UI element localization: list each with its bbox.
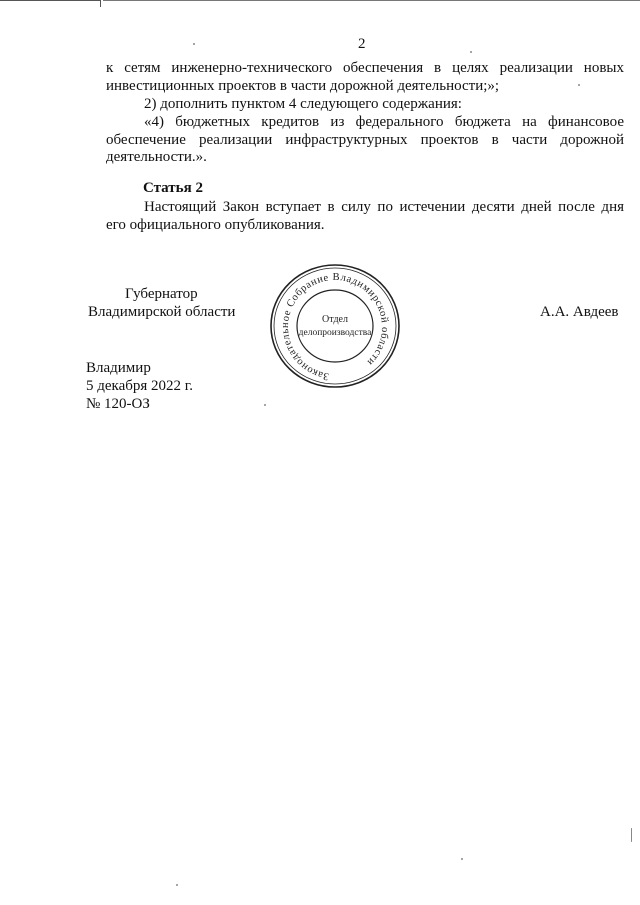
page-number: 2 [358, 36, 366, 52]
scan-edge-mark [631, 828, 632, 842]
paragraph-line: «4) бюджетных кредитов из федерального бюджета на финансовое [144, 114, 624, 130]
city: Владимир [86, 360, 151, 376]
paragraph-line: его официального опубликования. [106, 216, 325, 233]
seal-center-line: Отдел [322, 314, 348, 325]
paragraph-entry-into-force [106, 199, 624, 234]
paragraph-amendment: 2) дополнить пунктом 4 следующего содержания: [144, 96, 462, 112]
scan-frame-line [103, 0, 640, 2]
scan-speck [461, 858, 463, 860]
paragraph-point-4 [106, 114, 624, 167]
seal-ring-text: Законодательное Собрание Владимирской области [279, 271, 391, 382]
paragraph-line: обеспечение реализации инфраструктурных проектов в части дорожной [106, 131, 624, 148]
seal-center-line: делопроизводства [298, 328, 372, 338]
signatory-region: Владимирской области [88, 304, 236, 320]
law-number: № 120-ОЗ [86, 396, 150, 412]
document-footer [86, 359, 193, 413]
scan-speck [193, 43, 195, 45]
scan-speck [578, 84, 580, 86]
signing-date: 5 декабря 2022 г. [86, 378, 193, 394]
scan-speck [176, 884, 178, 886]
scan-speck [470, 51, 472, 53]
paragraph-line: инвестиционных проектов в части дорожной деятельности;»; [106, 78, 500, 94]
scan-speck [264, 404, 266, 406]
signatory-name: А.А. Авдеев [540, 304, 619, 320]
signatory-position: Губернатор [125, 286, 198, 302]
official-seal [268, 262, 402, 390]
paragraph-line: Настоящий Закон вступает в силу по истечении десяти дней после дня [144, 199, 624, 215]
paragraph-line: к сетям инженерно-технического обеспечения в целях реализации новых [106, 60, 624, 76]
paragraph-line: деятельности.». [106, 149, 207, 165]
article-title: Статья 2 [143, 180, 203, 196]
scan-frame-corner [0, 0, 101, 7]
